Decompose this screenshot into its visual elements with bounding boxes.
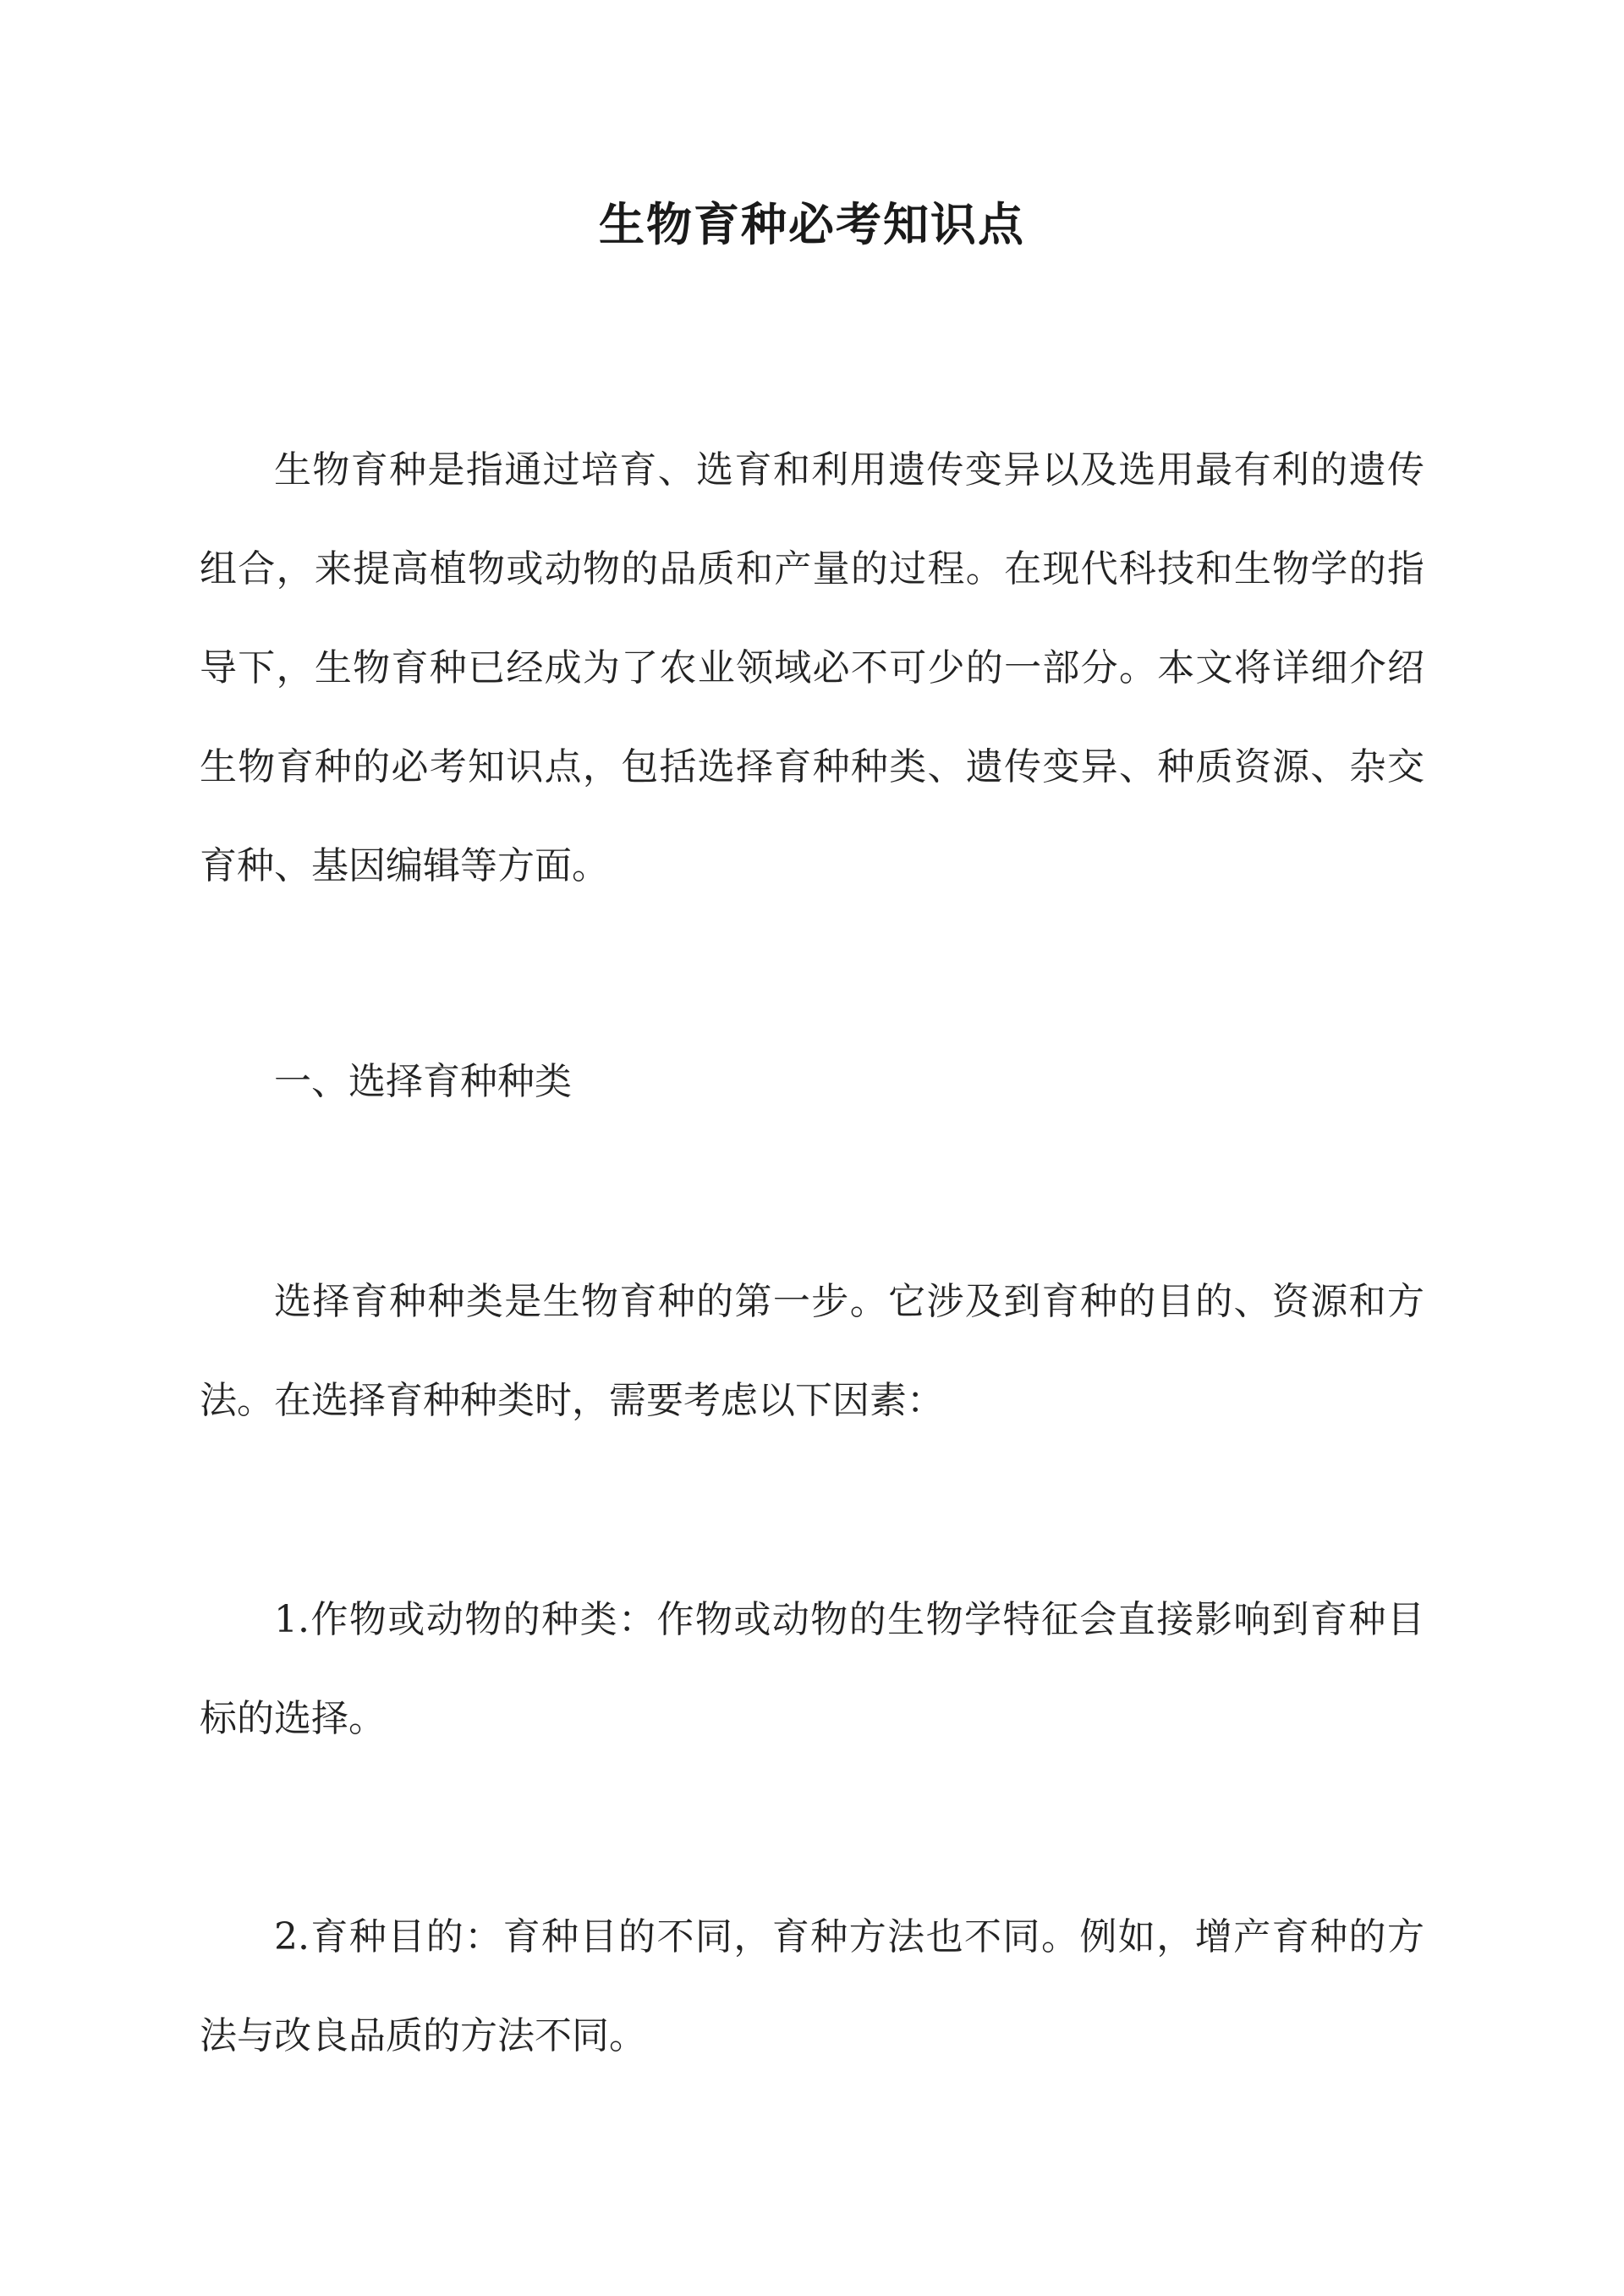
list-item-1: 1.作物或动物的种类：作物或动物的生物学特征会直接影响到育种目标的选择。 (200, 1598, 1424, 1740)
section-1-paragraph: 选择育种种类是生物育种的第一步。它涉及到育种的目的、资源和方法。在选择育种种类时，需要考虑以下因素： (200, 1280, 1424, 1422)
list-item-2: 2.育种目的：育种目的不同，育种方法也不同。例如，增产育种的方法与改良品质的方法不同。 (200, 1915, 1424, 2057)
section-heading-1: 一、选择育种种类 (274, 1060, 572, 1103)
intro-paragraph: 生物育种是指通过培育、选育和利用遗传变异以及选用最有利的遗传组合，来提高植物或动物的品质和产量的过程。在现代科技和生物学的指导下，生物育种已经成为了农业领域必不可少的一部分。本文将详细介绍生物育种的必考知识点，包括选择育种种类、遗传变异、种质资源、杂交育种、基因编辑等方面。 (200, 448, 1424, 887)
page-title: 生物育种必考知识点 (599, 197, 1025, 251)
